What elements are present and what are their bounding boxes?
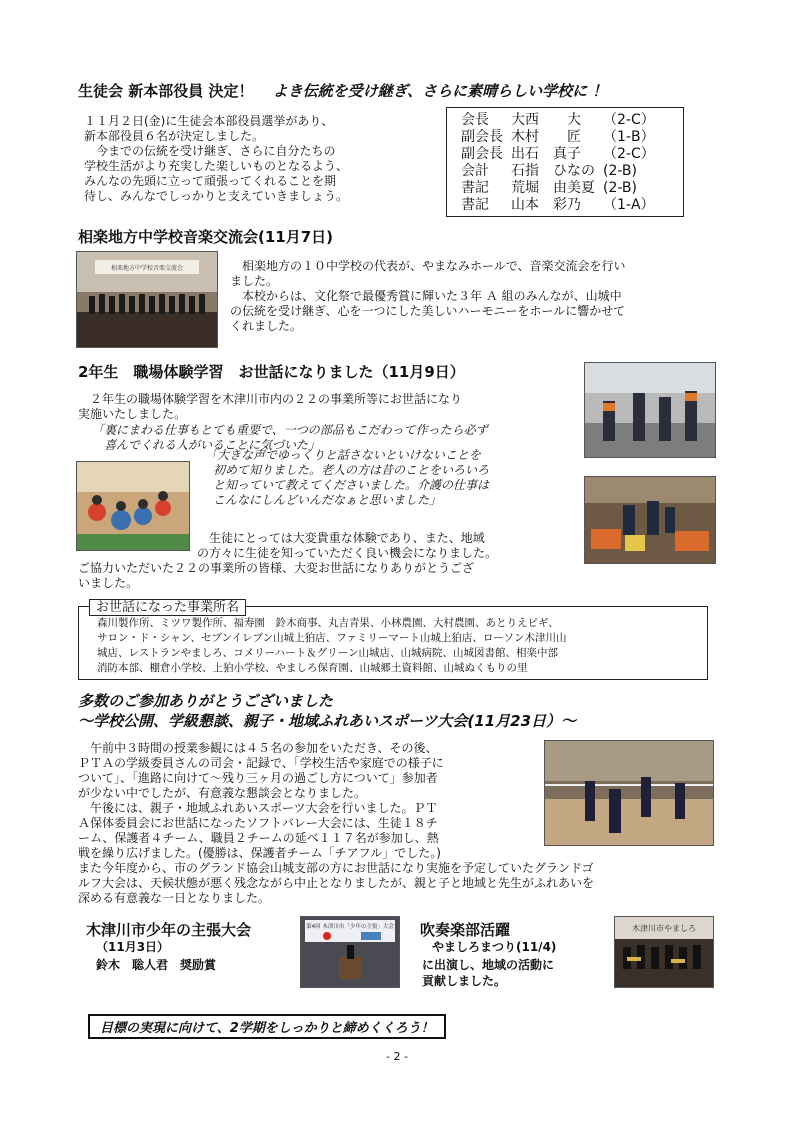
officer-role: 副会長: [461, 146, 503, 162]
officer-name: 木村 匠: [511, 129, 581, 145]
body-line: 生徒にとっては大変貴重な体験であり、また、地域: [209, 531, 485, 545]
quote-line: 喜んでくれる人がいることに気づいた」: [104, 438, 321, 452]
body-line: 本校からは、文化祭で最優秀賞に輝いた３年 Ａ 組のみんなが、山城中: [242, 289, 622, 303]
music-exchange-title: 相楽地方中学校音楽交流会(11月7日): [78, 228, 334, 246]
quote-line: と知っていて教えてくださいました。介護の仕事は: [213, 478, 490, 492]
officer-row: [457, 129, 659, 146]
work-photo-factory: [584, 362, 716, 458]
slogan-box: 目標の実現に向けて、2学期をしっかりと締めくくろう！: [88, 1014, 446, 1039]
quote-line: こんなにしんどいんだなぁと思いました」: [213, 493, 442, 507]
work-experience-title: 2年生 職場体験学習 お世話になりました（11月9日）: [78, 363, 465, 381]
body-line: ーム、保護者４チーム、職員２チームの延べ１１７名が参加し、熱: [78, 831, 439, 845]
body-line: ついて」、「進路に向けて～残り三ヶ月の過ごし方について」参加者: [78, 771, 438, 785]
speech-banner: 第4回 木津川市「少年の主張」大会: [306, 924, 394, 930]
body-line: Ａ保体委員会にお世話になったソフトバレー大会には、生徒１８チ: [78, 816, 438, 830]
officer-role: 書記: [461, 180, 489, 196]
body-line: みんなの先頭に立って頑張ってくれることを期: [84, 174, 337, 188]
officer-class: (2-B): [603, 163, 637, 179]
body-line: ルフ大会は、天候状態が悪く残念ながら中止となりましたが、親と子と地域と先生がふれあいを: [78, 876, 595, 890]
open-school-body: [78, 741, 713, 906]
officer-row: [457, 146, 659, 163]
student-council-title: [78, 80, 607, 101]
student-council-body: [84, 114, 434, 204]
officer-class: （1-B）: [603, 129, 655, 145]
officer-class: （2-C）: [603, 146, 655, 162]
speech-contest-award: 鈴木 聡人君 奨励賞: [96, 958, 217, 972]
body-line: 相楽地方の１０中学校の代表が、やまなみホールで、音楽交流会を行い: [242, 259, 626, 273]
body-line: が少ない中でしたが、有意義な懇談会となりました。: [78, 786, 367, 800]
officer-role: 会長: [461, 112, 489, 128]
officer-class: （2-C）: [603, 112, 655, 128]
student-council-heading: 生徒会 新本部役員 決定！: [78, 82, 254, 100]
quote-care: [205, 448, 545, 508]
officer-class: (2-B): [603, 180, 637, 196]
officer-role: 副会長: [461, 129, 503, 145]
body-line: 深める有意義な一日となりました。: [78, 891, 271, 905]
body-line: 学校生活がより充実した楽しいものとなるよう、: [84, 159, 349, 173]
body-line: ２年生の職場体験学習を木津川市内の２２の事業所等にお世話になり: [90, 392, 463, 406]
body-line: の伝統を受け継ぎ、心を一つにした美しいハーモニーをホールに響かせて: [230, 304, 626, 318]
concert-banner: 相楽地方中学校音楽交流会: [110, 265, 184, 272]
body-line: 待し、みんなでしっかりと支えていきましょう。: [84, 189, 349, 203]
business-line: サロン・ド・シャン、セブンイレブン山城上狛店、ファミリーマート山城上狛店、ローソン木津川山: [97, 632, 567, 644]
body-line: くれました。: [230, 319, 303, 333]
business-line: 消防本部、棚倉小学校、上狛小学校、やましろ保育園、山城郷土資料館、山城ぬくもりの里: [97, 662, 528, 674]
officer-role: 書記: [461, 197, 489, 213]
band-title: 吹奏楽部活躍: [420, 921, 511, 939]
officer-row: [457, 112, 659, 129]
officer-name: 出石 真子: [511, 146, 581, 162]
business-list-label: お世話になった事業所名: [89, 599, 246, 616]
band-banner: 木津川市やましろ: [632, 924, 696, 933]
page-number: - 2 -: [386, 1050, 408, 1063]
business-line: 森川製作所、ミツワ製作所、福寿園 鈴木商事、丸吉青果、小林農園、大村農園、あとりえピギ、: [97, 617, 559, 629]
body-line: 午後には、親子・地域ふれあいスポーツ大会を行いました。ＰＴ: [90, 801, 438, 815]
business-list-box: [78, 600, 708, 680]
officer-name: 山本 彩乃: [511, 197, 581, 213]
officers-table: [457, 112, 659, 214]
business-list: [97, 616, 566, 676]
body-line: いました。: [78, 576, 139, 590]
officer-class: （1-A）: [603, 197, 655, 213]
body-line: 実施いたしました。: [78, 407, 187, 421]
officer-name: 大西 大: [511, 112, 581, 128]
speech-contest-date: （11月3日）: [96, 940, 170, 954]
work-experience-intro: [78, 392, 578, 422]
band-event: やましろまつり(11/4): [432, 940, 557, 954]
body-line: 午前中３時間の授業参観には４５名の参加をいただき、その後、: [90, 741, 438, 755]
officers-box: [446, 107, 684, 217]
body-line: の方々に生徒を知っていただく良い機会になりました。: [197, 546, 498, 560]
officer-row: [457, 163, 659, 180]
band-photo: [614, 916, 714, 988]
band-desc-1: に出演し、地域の活動に: [422, 958, 555, 972]
body-line: 戦を繰り広げました。(優勝は、保護者チーム「チアフル」でした。): [78, 846, 441, 860]
band-desc-2: 貢献しました。: [422, 974, 507, 988]
work-experience-closing: [78, 531, 588, 591]
music-exchange-body: [230, 259, 720, 334]
speech-photo: [300, 916, 400, 988]
open-school-title: 多数のご参加ありがとうございました: [78, 692, 334, 710]
work-photo-store: [584, 476, 716, 564]
quote-line: 「大きな声でゆっくりと話さないといけないことを: [205, 448, 481, 462]
officer-name: 荒堀 由美夏: [511, 180, 595, 196]
officer-role: 会計: [461, 163, 489, 179]
body-line: ました。: [230, 274, 279, 288]
concert-photo: [76, 251, 218, 348]
body-line: 今までの伝統を受け継ぎ、さらに自分たちの: [96, 144, 336, 158]
student-council-subtitle: よき伝統を受け継ぎ、さらに素晴らしい学校に ！: [272, 82, 608, 100]
speech-contest-title: 木津川市少年の主張大会: [86, 921, 252, 939]
business-line: 城店、レストランやましろ、コメリーハート＆グリーン山城店、山城病院、山城図書館、相楽中部: [97, 647, 558, 659]
quote-line: 「裏にまわる仕事もとても重要で、一つの部品もこだわって作ったら必ず: [92, 423, 488, 437]
body-line: 新本部役員６名が決定しました。: [84, 129, 265, 143]
body-line: ＰＴＡの学級委員さんの司会・記録で、「学校生活や家庭での様子に: [78, 756, 444, 770]
body-line: １１月２日(金)に生徒会本部役員選挙があり、: [84, 114, 334, 128]
open-school-subtitle: ～学校公開、学級懇談、親子・地域ふれあいスポーツ大会(11月23日）～: [78, 712, 577, 730]
body-line: また今年度から、市のグランド協会山城支部の方にお世話になり実施を予定していたグランドゴ: [78, 861, 594, 875]
officer-name: 石指 ひなの: [511, 163, 595, 179]
body-line: ご協力いただいた２２の事業所の皆様、大変お世話になりありがとうござ: [78, 561, 475, 575]
officer-row: [457, 180, 659, 197]
quote-line: 初めて知りました。老人の方は昔のことをいろいろ: [213, 463, 490, 477]
officer-row: [457, 197, 659, 214]
